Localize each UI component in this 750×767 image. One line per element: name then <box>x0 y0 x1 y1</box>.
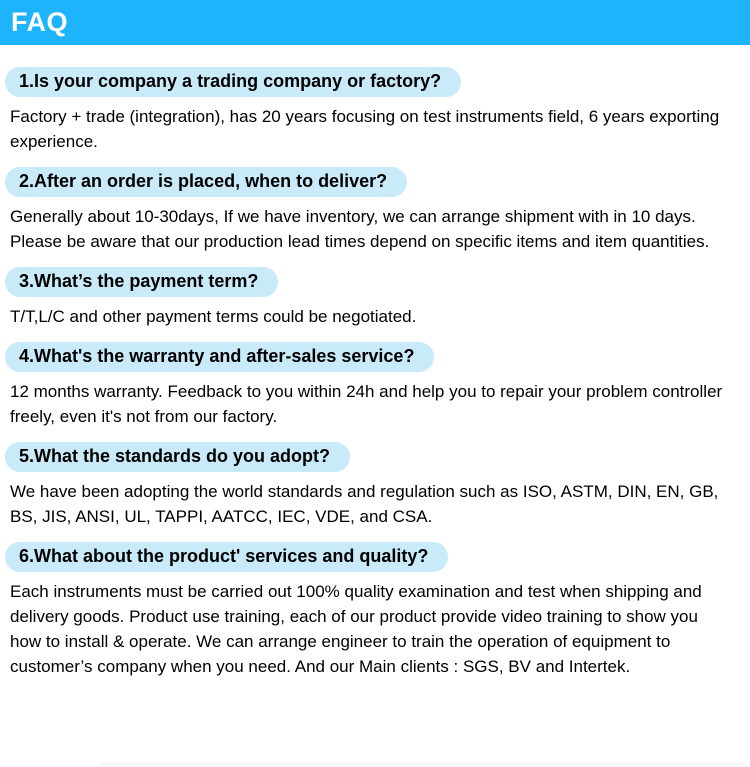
faq-list <box>0 45 750 679</box>
faq-question-text: 3.What’s the payment term? <box>19 271 259 291</box>
faq-answer-text: Each instruments must be carried out 100% quality examination and test when shipping and delivery goods. Product use training, each of our product provide video training to show you how to install & operate. We can arrange engineer to train the operation of equipment to customer’s company when you need. And our Main clients : SGS, BV and Intertek. <box>10 582 702 676</box>
faq-question-pill <box>5 167 407 197</box>
faq-answer-text: Factory + trade (integration), has 20 years focusing on test instruments field, 6 years exporting experience. <box>10 107 720 151</box>
faq-item <box>5 67 736 154</box>
faq-question-pill <box>5 442 350 472</box>
faq-header <box>0 0 750 45</box>
faq-item <box>5 442 736 529</box>
faq-question-pill <box>5 542 448 572</box>
faq-answer-text: T/T,L/C and other payment terms could be negotiated. <box>10 307 417 326</box>
faq-question-text: 6.What about the product' services and quality? <box>19 546 429 566</box>
faq-item <box>5 342 736 429</box>
faq-answer-text: Generally about 10-30days, If we have inventory, we can arrange shipment with in 10 days. Please be aware that our production lead times depend on specific items and item quantities. <box>10 207 710 251</box>
faq-question-text: 5.What the standards do you adopt? <box>19 446 331 466</box>
next-section-top-edge <box>100 762 750 767</box>
faq-item <box>5 542 736 679</box>
faq-question-pill <box>5 342 434 372</box>
faq-question-text: 2.After an order is placed, when to deliver? <box>19 171 388 191</box>
faq-answer-text: 12 months warranty. Feedback to you within 24h and help you to repair your problem controller freely, even it's not from our factory. <box>10 382 723 426</box>
faq-item <box>5 267 736 329</box>
faq-question-text: 4.What's the warranty and after-sales service? <box>19 346 415 366</box>
faq-title: FAQ <box>11 7 69 37</box>
faq-question-pill <box>5 67 461 97</box>
faq-answer-text: We have been adopting the world standards and regulation such as ISO, ASTM, DIN, EN, GB, BS, JIS, ANSI, UL, TAPPI, AATCC, IEC, VDE, and CSA. <box>10 482 719 526</box>
faq-item <box>5 167 736 254</box>
faq-question-pill <box>5 267 278 297</box>
faq-question-text: 1.Is your company a trading company or factory? <box>19 71 442 91</box>
